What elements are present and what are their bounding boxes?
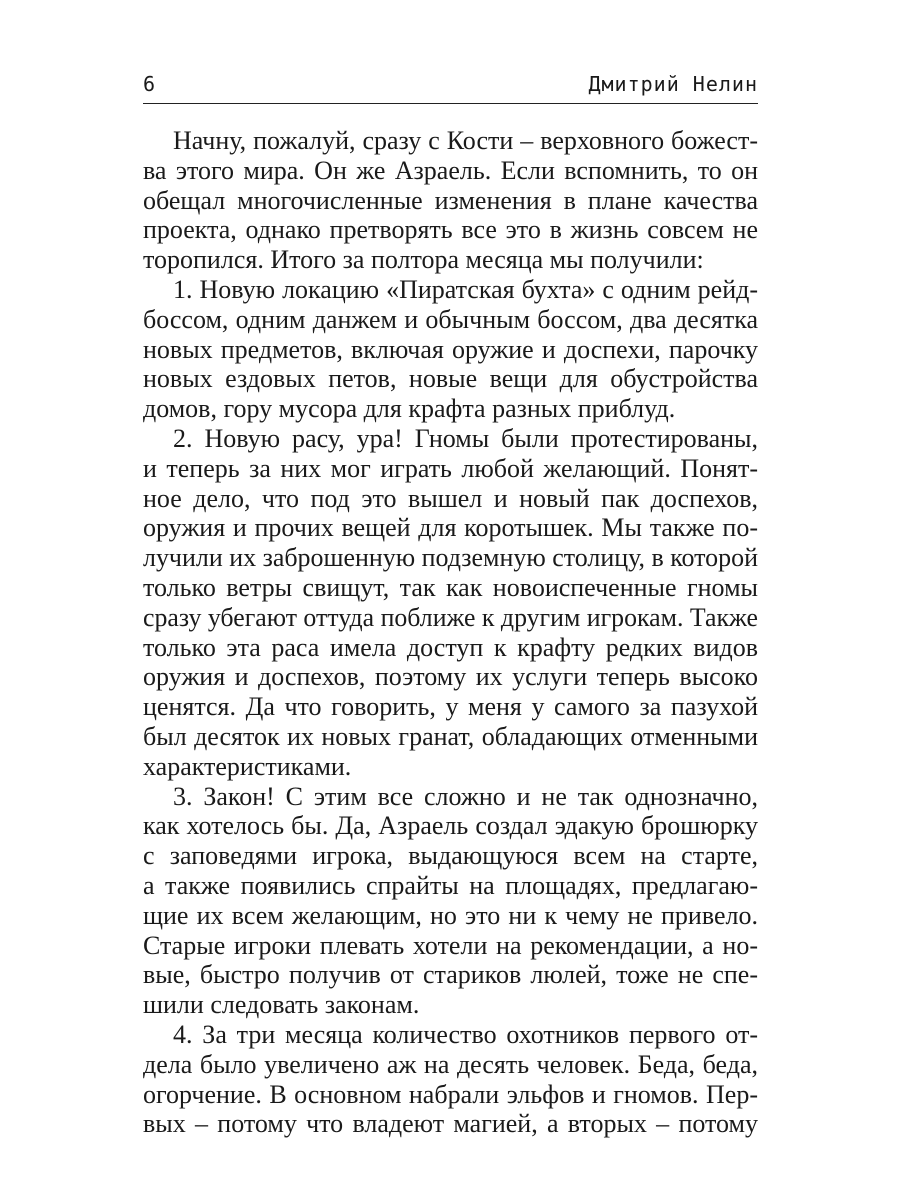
text-line: новых ездовых петов, новые вещи для обустройства <box>143 364 758 394</box>
text-line: характеристиками. <box>143 751 352 781</box>
text-line: лучили их заброшенную подземную столицу, в которой <box>143 543 758 573</box>
text-line: 1. Новую локацию «Пиратская бухта» с одним рейд- <box>173 274 758 304</box>
text-line: домов, гору мусора для крафта разных приблуд. <box>143 394 676 424</box>
text-line: торопился. Итого за полтора месяца мы получили: <box>143 245 704 275</box>
body-text <box>143 126 758 1139</box>
text-line: ва этого мира. Он же Азраель. Если вспомнить, то он <box>143 155 758 185</box>
text-line: ценятся. Да что говорить, у меня у самого за пазухой <box>143 692 758 722</box>
author-name: Дмитрий Нелин <box>588 72 758 96</box>
text-line: был десяток их новых гранат, обладающих отменными <box>143 721 758 751</box>
text-line: как хотелось бы. Да, Азраель создал эдакую брошюрку <box>143 811 758 841</box>
text-line: только эта раса имела доступ к крафту редких видов <box>143 632 758 662</box>
text-line: Старые игроки плевать хотели на рекомендации, а но- <box>143 930 758 960</box>
text-line: сразу убегают оттуда поближе к другим игрокам. Также <box>143 602 758 632</box>
text-line: оружия и доспехов, поэтому их услуги теперь высоко <box>143 662 758 692</box>
text-line: обещал многочисленные изменения в плане качества <box>143 185 758 215</box>
text-line: и теперь за них мог играть любой желающий. Понят- <box>143 453 758 483</box>
text-line: только ветры свищут, так как новоиспеченные гномы <box>143 572 758 602</box>
text-line: дела было увеличено аж на десять человек. Беда, беда, <box>143 1049 758 1079</box>
text-line: огорчение. В основном набрали эльфов и гномов. Пер- <box>143 1079 758 1109</box>
text-line: щие их всем желающим, но это ни к чему не привело. <box>143 900 758 930</box>
text-line: вых – потому что владеют магией, а вторых – потому <box>143 1109 758 1139</box>
text-line: ное дело, что под это вышел и новый пак доспехов, <box>143 483 758 513</box>
running-head <box>143 68 758 102</box>
text-line: боссом, одним данжем и обычным боссом, два десятка <box>143 304 758 334</box>
text-line: 3. Закон! С этим все сложно и не так однозначно, <box>173 781 758 811</box>
text-line: с заповедями игрока, выдающуюся всем на старте, <box>143 841 758 871</box>
text-line: шили следовать законам. <box>143 990 420 1020</box>
text-line: а также появились спрайты на площадях, предлагаю- <box>143 870 758 900</box>
text-line: Начну, пожалуй, сразу с Кости – верховного божест- <box>173 126 758 155</box>
page-number: 6 <box>143 72 157 96</box>
text-line: 4. За три месяца количество охотников первого от- <box>173 1019 758 1049</box>
text-line: оружия и прочих вещей для коротышек. Мы также по- <box>143 513 758 543</box>
text-line: проекта, однако претворять все это в жизнь совсем не <box>143 215 758 245</box>
header-rule <box>143 103 758 104</box>
text-line: вые, быстро получив от стариков люлей, тоже не спе- <box>143 960 758 990</box>
text-line: 2. Новую расу, ура! Гномы были протестированы, <box>173 423 758 453</box>
text-line: новых предметов, включая оружие и доспехи, парочку <box>143 334 758 364</box>
